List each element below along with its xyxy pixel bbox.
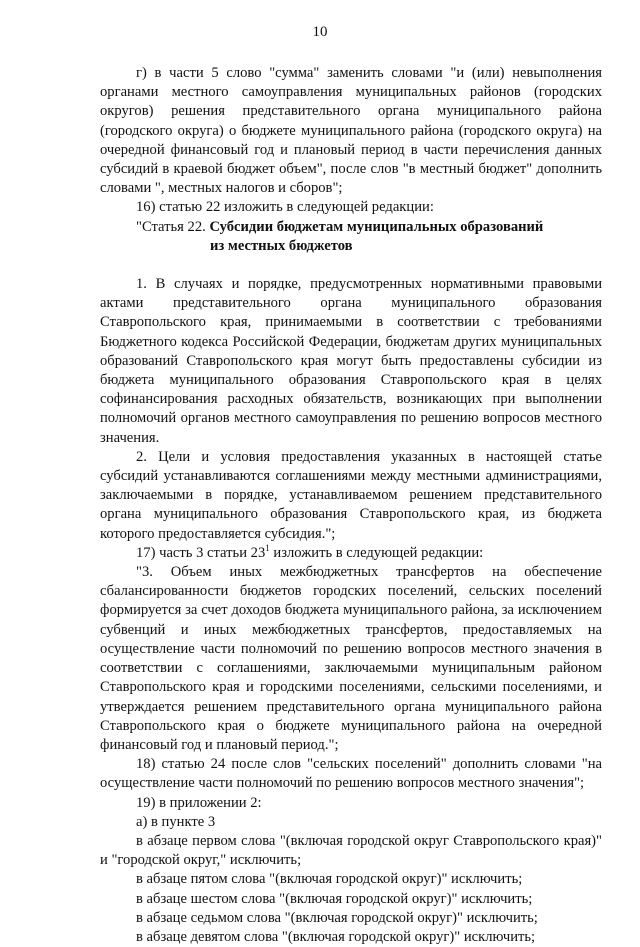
- paragraph-item-19: 19) в приложении 2:: [136, 794, 262, 811]
- paragraph-item-16: 16) статью 22 изложить в следующей редакции:: [136, 199, 434, 216]
- paragraph-amendment-g: г) в части 5 слово "сумма" заменить словами "и (или) невыполнения органами местного самоуправления муниципальных районов (городских округов) решения представительного органа муниципального района (городского округа) о бюджете муниципального района (городского округа) на очередной финансовый год и плановый период в части перечисления данных субсидий в краевой бюджет объем", после слов "в местный бюджет" дополнить словами ", местных налогов и сборов";: [100, 65, 602, 197]
- paragraph-abzac-6: в абзаце шестом слова "(включая городской округ)" исключить;: [136, 890, 533, 907]
- document-body: [100, 64, 602, 947]
- paragraph-article-22-part-2: 2. Цели и условия предоставления указанных в настоящей статье субсидий устанавливаются соглашениями между местными администрациями, заключаемыми в порядке, устанавливаемом решением представительного органа муниципального образования Ставропольского края, из бюджета которого предоставляется субсидия.";: [100, 448, 602, 542]
- paragraph-article-23-part-3: "3. Объем иных межбюджетных трансфертов на обеспечение сбалансированности бюджетов городских поселений, сельских поселений формируется за счет доходов бюджета муниципального района, за исключением субвенций и иных межбюджетных трансфертов, предоставляемых на осуществление части полномочий по решению вопросов местного значения в соответствии с соглашениями, заключаемыми муниципальным районом Ставропольского края и городскими поселениями, сельскими поселениями, и утверждается решением представительного органа муниципального района Ставропольского края о бюджете муниципального района на очередной финансовый год и плановый период.";: [100, 564, 602, 753]
- article-22-prefix: "Статья 22.: [136, 218, 210, 235]
- item-17-text: 17) часть 3 статьи 23: [136, 544, 266, 561]
- paragraph-abzac-5: в абзаце пятом слова "(включая городской округ)" исключить;: [136, 871, 523, 888]
- paragraph-abzac-9: в абзаце девятом слова "(включая городской округ)" исключить;: [136, 928, 536, 945]
- item-17-text-end: изложить в следующей редакции:: [269, 544, 484, 561]
- article-22-heading: [100, 218, 602, 237]
- item-17-superscript: 1: [265, 543, 270, 554]
- paragraph-abzac-1: в абзаце первом слова "(включая городской округ Ставропольского края)" и "городской округ," исключить;: [100, 832, 602, 869]
- article-22-title-line1: Субсидии бюджетам муниципальных образований: [209, 218, 544, 235]
- paragraph-item-18: 18) статью 24 после слов "сельских поселений" дополнить словами "на осуществление части полномочий по решению вопросов местного значения";: [100, 756, 602, 792]
- paragraph-item-19a: а) в пункте 3: [136, 813, 216, 830]
- spacer: [100, 256, 602, 275]
- paragraph-article-22-part-1: 1. В случаях и порядке, предусмотренных нормативными правовыми актами представительного органа муниципального образования Ставропольского края, принимаемыми в соответствии с требованиями Бюджетного кодекса Российской Федерации, бюджетам других муниципальных образований Ставропольского края могут быть предоставлены субсидии из бюджета муниципального образования Ставропольского края в целях софинансирования расходных обязательств, возникающих при выполнении полномочий органов местного самоуправления по решению вопросов местного значения.: [100, 276, 602, 446]
- article-22-title-line2: из местных бюджетов: [210, 237, 353, 254]
- paragraph-abzac-7: в абзаце седьмом слова "(включая городской округ)" исключить;: [136, 909, 538, 926]
- page-number: 10: [312, 24, 328, 40]
- paragraph-item-17: [100, 544, 602, 563]
